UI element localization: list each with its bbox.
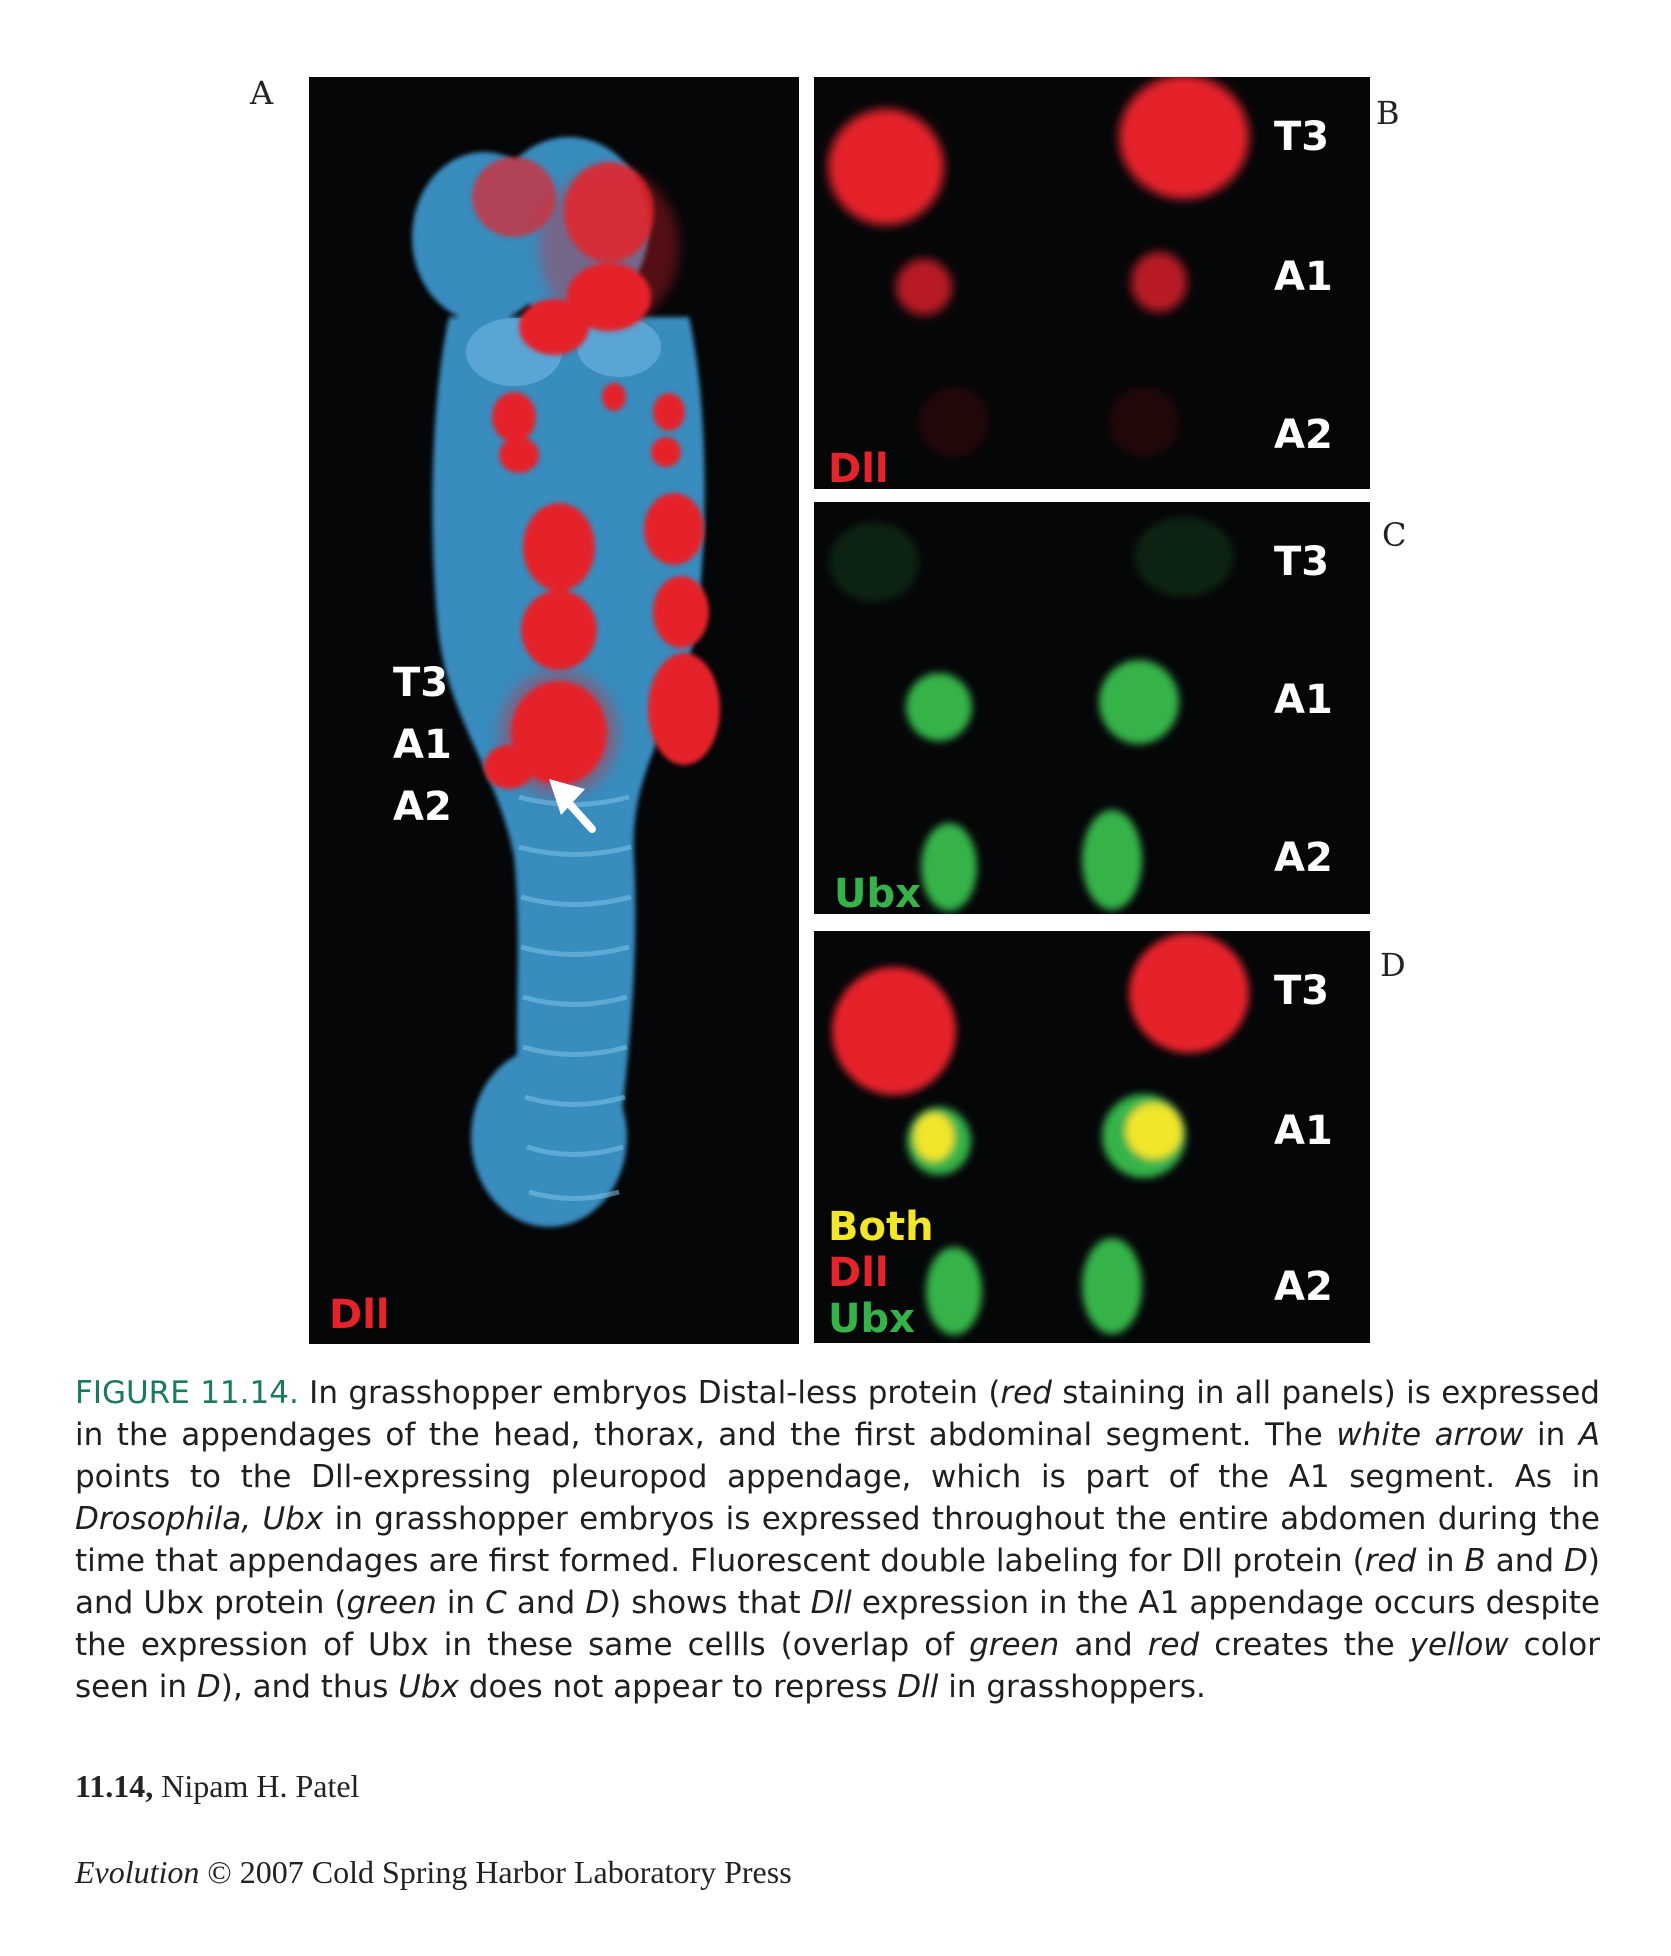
panel-a-letter: A [250, 74, 274, 112]
segment-label-a2: A2 [1274, 412, 1333, 458]
caption-italic: D [585, 1585, 610, 1621]
panel-b-image [814, 77, 1370, 489]
caption-text: in [1416, 1543, 1465, 1579]
segment-label-a2: A2 [1274, 1264, 1333, 1310]
caption-italic: C [485, 1585, 507, 1621]
stain-label-dll: Dll [828, 446, 889, 489]
figure-label: FIGURE 11.14. [75, 1375, 299, 1411]
segment-label-a2: A2 [1274, 835, 1333, 881]
image-credit [75, 1768, 359, 1805]
caption-italic: D [196, 1669, 221, 1705]
caption-italic: yellow [1409, 1627, 1509, 1663]
figure-caption [75, 1372, 1600, 1708]
caption-italic: red [1000, 1375, 1052, 1411]
caption-text: color seen in [75, 1627, 1600, 1705]
caption-italic: Dll [897, 1669, 939, 1705]
caption-text: and [1059, 1627, 1148, 1663]
segment-label-a1: A1 [1274, 254, 1333, 300]
embryo-micrograph [309, 77, 799, 1344]
copyright-line [75, 1854, 792, 1891]
panel-d-image [814, 931, 1370, 1343]
stain-label-dll: Dll [329, 1292, 390, 1338]
credit-figure-number: 11.14, [75, 1768, 154, 1804]
segment-label-a1: A1 [1274, 1108, 1333, 1154]
legend-both: Both [828, 1204, 934, 1250]
caption-italic: Drosophila, Ubx [75, 1501, 324, 1537]
copyright-book-title: Evolution [75, 1854, 200, 1890]
panel-a-embryo-image [309, 77, 799, 1344]
caption-text: expression in the A1 appendage occurs despite the expression of Ubx in these same cellls (overlap of [75, 1585, 1600, 1663]
segment-label-a1: A1 [393, 722, 452, 768]
caption-text: in [1523, 1417, 1579, 1453]
caption-text: and [1485, 1543, 1565, 1579]
ubx-stain-spots [906, 660, 1179, 911]
dll-stain-spots [828, 77, 1249, 315]
caption-text: ) shows that [609, 1585, 811, 1621]
caption-text: ), and thus [220, 1669, 399, 1705]
caption-italic: Dll [810, 1585, 852, 1621]
caption-text: In grasshopper embryos Distal-less protein ( [298, 1375, 1001, 1411]
segment-label-t3: T3 [1274, 114, 1330, 160]
credit-author: Nipam H. Patel [153, 1768, 360, 1804]
caption-text: creates the [1199, 1627, 1410, 1663]
caption-italic: red [1364, 1543, 1417, 1579]
caption-text: in grasshopper embryos is expressed throughout the entire abdomen during the time that appendages are first formed. Fluorescent double labeling for Dll protein ( [75, 1501, 1601, 1579]
segment-label-a2: A2 [393, 784, 452, 830]
panel-c-letter: C [1382, 516, 1407, 554]
segment-label-t3: T3 [1274, 539, 1330, 585]
copyright-text: © 2007 Cold Spring Harbor Laboratory Press [199, 1854, 792, 1890]
caption-italic: green [346, 1585, 437, 1621]
caption-text: and [506, 1585, 586, 1621]
panel-d-letter: D [1380, 946, 1406, 984]
segment-label-t3: T3 [393, 660, 449, 706]
segment-label-t3: T3 [1274, 968, 1330, 1014]
caption-italic: D [1564, 1543, 1588, 1579]
caption-italic: white arrow [1336, 1417, 1524, 1453]
caption-text: in [436, 1585, 486, 1621]
caption-italic: A [1578, 1417, 1600, 1453]
caption-italic: green [969, 1627, 1060, 1663]
legend-dll: Dll [828, 1250, 889, 1296]
caption-text: does not appear to repress [458, 1669, 898, 1705]
panel-c-image [814, 502, 1370, 914]
caption-italic: Ubx [398, 1669, 459, 1705]
stain-label-ubx: Ubx [834, 871, 921, 914]
caption-italic: red [1147, 1627, 1200, 1663]
double-label-stain-spots [832, 933, 1249, 1335]
caption-italic: B [1464, 1543, 1486, 1579]
panel-b-letter: B [1376, 94, 1400, 132]
caption-text: staining in all panels) is expressed in the appendages of the head, thorax, and the first abdominal segment. The [75, 1375, 1600, 1453]
caption-text: in grasshoppers. [938, 1669, 1206, 1705]
caption-text: ) and Ubx protein ( [75, 1543, 1601, 1621]
segment-label-a1: A1 [1274, 677, 1333, 723]
legend-ubx: Ubx [828, 1296, 915, 1342]
caption-text: points to the Dll-expressing pleuropod appendage, which is part of the A1 segment. As in [75, 1459, 1600, 1495]
